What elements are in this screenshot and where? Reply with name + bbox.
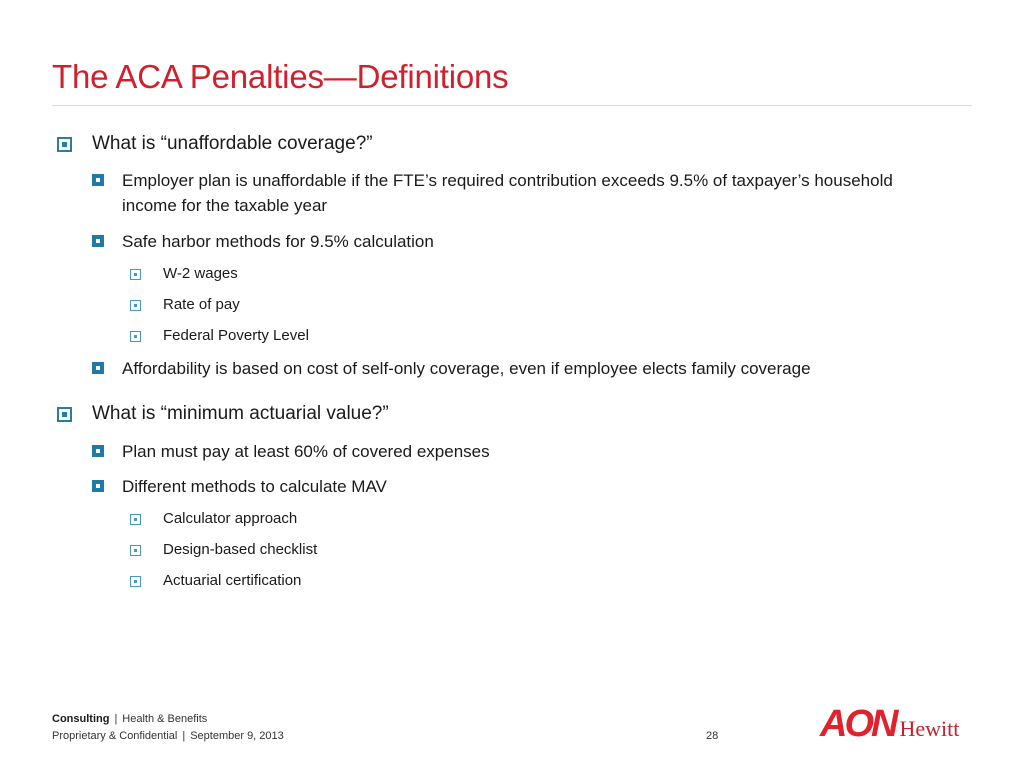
bullet-text: Different methods to calculate MAV <box>122 477 387 496</box>
logo-sub: Hewitt <box>899 716 960 741</box>
bullet-filled-square-icon <box>92 480 104 492</box>
footer-division <box>52 713 207 725</box>
bullet-outline-square-icon <box>130 545 141 556</box>
bullet-level1-unaffordable <box>57 132 373 156</box>
footer-confidential-text: Proprietary & Confidential <box>52 730 178 742</box>
slide-title: The ACA Penalties—Definitions <box>52 58 509 95</box>
bullet-filled-square-icon <box>92 445 104 457</box>
bullet-level2-methods <box>92 474 942 499</box>
bullet-square-icon <box>57 137 72 152</box>
bullet-level2-self-only <box>92 356 942 381</box>
bullet-level2-safe-harbor <box>92 229 942 254</box>
title-divider <box>52 105 972 106</box>
bullet-level1-mav <box>57 402 389 426</box>
bullet-outline-square-icon <box>130 576 141 587</box>
bullet-outline-square-icon <box>130 514 141 525</box>
bullet-level2-affordability-rule <box>92 168 942 218</box>
bullet-filled-square-icon <box>92 174 104 186</box>
bullet-text: Rate of pay <box>163 296 240 313</box>
bullet-square-icon <box>57 407 72 422</box>
footer-practice: Health & Benefits <box>122 713 208 725</box>
bullet-text: Employer plan is unaffordable if the FTE’s required contribution exceeds 9.5% of taxpayer’s household income for the taxable year <box>122 171 893 215</box>
bullet-text: Plan must pay at least 60% of covered expenses <box>122 442 490 461</box>
aon-hewitt-logo <box>820 704 959 744</box>
bullet-level3-item <box>130 540 317 560</box>
bullet-text: Affordability is based on cost of self-only coverage, even if employee elects family coverage <box>122 359 811 378</box>
bullet-filled-square-icon <box>92 235 104 247</box>
bullet-text: Federal Poverty Level <box>163 327 309 344</box>
bullet-level3-item <box>130 571 301 591</box>
bullet-text: What is “unaffordable coverage?” <box>92 133 373 154</box>
bullet-text: Calculator approach <box>163 510 298 527</box>
page-number: 28 <box>706 730 719 742</box>
bullet-outline-square-icon <box>130 269 141 280</box>
bullet-text: Safe harbor methods for 9.5% calculation <box>122 232 434 251</box>
footer-date: September 9, 2013 <box>190 730 284 742</box>
bullet-text: Design-based checklist <box>163 541 318 558</box>
footer-confidential <box>52 730 284 742</box>
bullet-level3-item <box>130 509 297 529</box>
bullet-text: W-2 wages <box>163 265 238 282</box>
bullet-level3-item <box>130 264 238 284</box>
footer-separator: | <box>114 713 118 725</box>
bullet-level3-item <box>130 295 240 315</box>
bullet-text: What is “minimum actuarial value?” <box>92 403 389 424</box>
bullet-filled-square-icon <box>92 362 104 374</box>
bullet-outline-square-icon <box>130 300 141 311</box>
footer-separator: | <box>182 730 186 742</box>
bullet-level2-sixty-percent <box>92 439 942 464</box>
bullet-level3-item <box>130 326 309 346</box>
bullet-text: Actuarial certification <box>163 572 302 589</box>
logo-wordmark: AON <box>820 703 896 745</box>
bullet-outline-square-icon <box>130 331 141 342</box>
footer-division-name: Consulting <box>52 713 110 725</box>
